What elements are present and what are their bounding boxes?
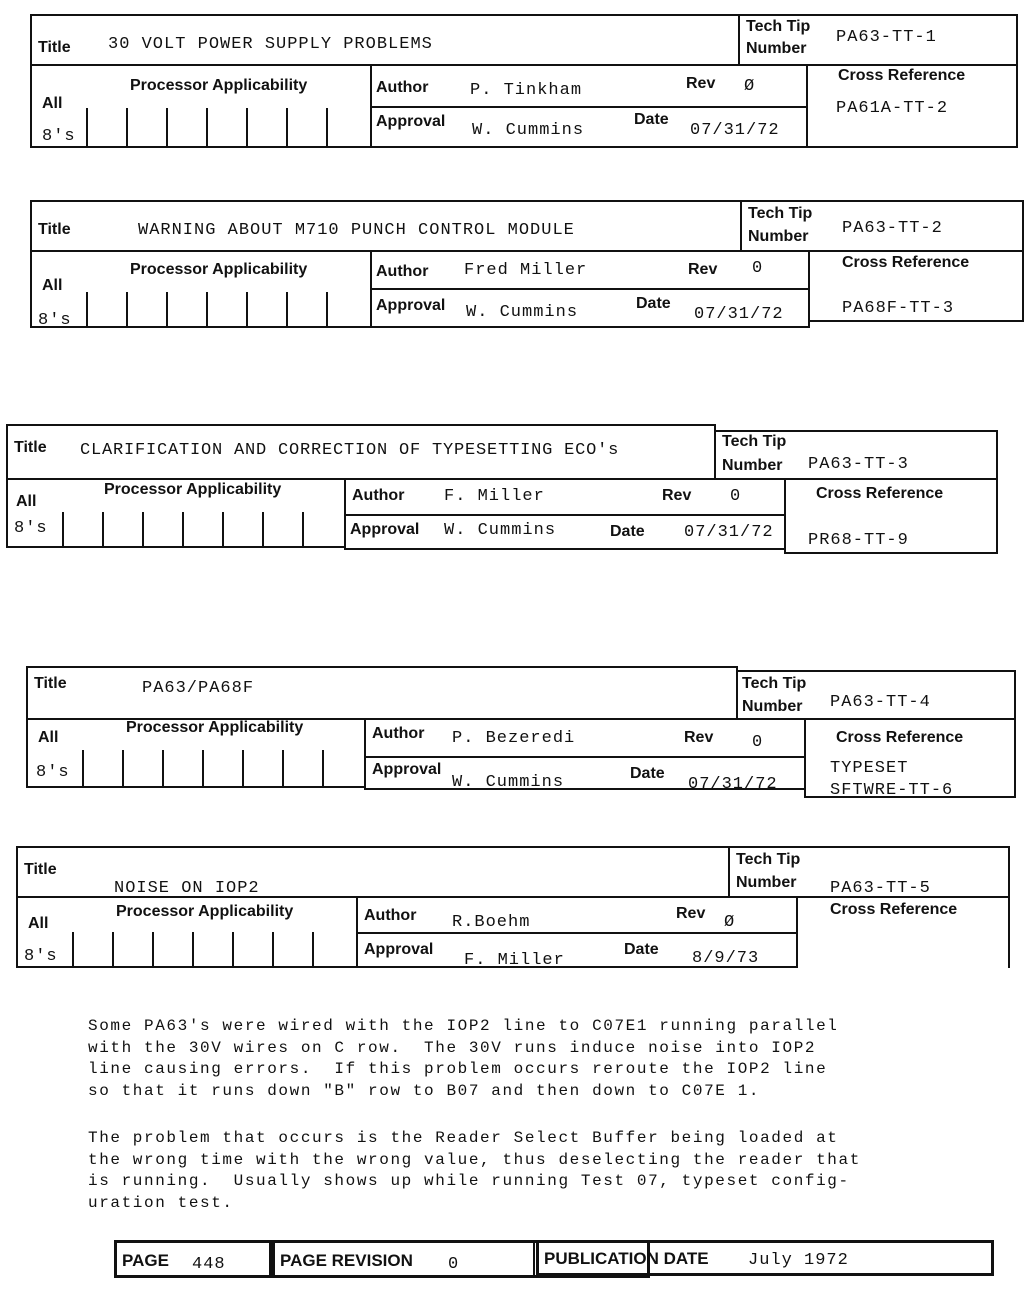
checkbox-divider: [286, 108, 288, 146]
number-label: Number: [742, 698, 803, 715]
date-value: 8/9/73: [692, 949, 760, 968]
page-value: 448: [192, 1255, 226, 1274]
author-box: [344, 478, 786, 516]
cross-reference-value: PA68F-TT-3: [842, 299, 955, 318]
title-value: PA63/PA68F: [142, 679, 255, 698]
rev-label: Rev: [662, 487, 692, 504]
approval-value: W. Cummins: [444, 521, 557, 540]
checkbox-divider: [282, 750, 284, 786]
body-line: the wrong time with the wrong value, thus deselecting the reader that: [88, 1150, 861, 1169]
approval-value: F. Miller: [464, 951, 565, 970]
date-label: Date: [624, 941, 659, 958]
rev-label: Rev: [688, 261, 718, 278]
checkbox-divider: [232, 932, 234, 966]
cross-reference-label: Cross Reference: [830, 901, 958, 918]
cross-reference-value: SFTWRE-TT-6: [830, 781, 954, 800]
checkbox-divider: [286, 292, 288, 326]
body-line: with the 30V wires on C row. The 30V runs induce noise into IOP2: [88, 1038, 817, 1057]
approval-label: Approval: [376, 297, 446, 314]
rev-label: Rev: [684, 729, 714, 746]
processor-applicability-label: Processor Applicability: [104, 481, 282, 498]
footer-divider: [533, 1243, 535, 1275]
author-value: Fred Miller: [464, 261, 588, 280]
checkbox-divider: [326, 292, 328, 326]
checkbox-divider: [206, 108, 208, 146]
title-label: Title: [34, 675, 67, 692]
checkbox-divider: [326, 108, 328, 146]
checkbox-divider: [142, 512, 144, 546]
checkbox-divider: [302, 512, 304, 546]
number-label: Number: [746, 40, 807, 57]
page-revision-value: 0: [448, 1255, 460, 1274]
author-label: Author: [372, 725, 425, 742]
checkbox-divider: [152, 932, 154, 966]
title-value: 30 VOLT POWER SUPPLY PROBLEMS: [108, 35, 433, 54]
date-value: 07/31/72: [684, 523, 774, 542]
title-box: [26, 666, 738, 720]
all-label: All: [42, 277, 63, 294]
checkbox-divider: [72, 932, 74, 966]
author-value: P. Tinkham: [470, 81, 583, 100]
checkbox-divider: [192, 932, 194, 966]
tech-tip-label: Tech Tip: [722, 433, 787, 450]
tech-tip-label: Tech Tip: [742, 675, 807, 692]
checkbox-divider: [112, 932, 114, 966]
publication-date-label: PUBLICATION DATE: [544, 1249, 709, 1268]
body-line: so that it runs down "B" row to B07 and then down to C07E 1.: [88, 1081, 761, 1100]
title-label: Title: [38, 39, 71, 56]
author-value: F. Miller: [444, 487, 545, 506]
approval-label: Approval: [376, 113, 446, 130]
rev-label: Rev: [686, 75, 716, 92]
author-label: Author: [352, 487, 405, 504]
body-line: uration test.: [88, 1193, 234, 1212]
approval-value: W. Cummins: [466, 303, 579, 322]
cross-reference-label: Cross Reference: [838, 67, 966, 84]
body-paragraph-1: [88, 1016, 1008, 1102]
eights-label: 8's: [36, 763, 70, 782]
rev-value: 0: [730, 487, 742, 506]
checkbox-divider: [82, 750, 84, 786]
approval-label: Approval: [350, 521, 420, 538]
checkbox-divider: [246, 108, 248, 146]
checkbox-divider: [126, 108, 128, 146]
tech-tip-label: Tech Tip: [736, 851, 801, 868]
checkbox-divider: [86, 108, 88, 146]
date-label: Date: [636, 295, 671, 312]
eights-label: 8's: [14, 519, 48, 538]
checkbox-divider: [222, 512, 224, 546]
title-label: Title: [14, 439, 47, 456]
checkbox-divider: [242, 750, 244, 786]
rev-value: Ø: [744, 77, 756, 96]
page-footer: [114, 1240, 994, 1280]
date-value: 07/31/72: [694, 305, 784, 324]
checkbox-divider: [246, 292, 248, 326]
checkbox-divider: [202, 750, 204, 786]
cross-reference-value: PR68-TT-9: [808, 531, 909, 550]
all-label: All: [42, 95, 63, 112]
checkbox-divider: [272, 932, 274, 966]
title-value: CLARIFICATION AND CORRECTION OF TYPESETTING ECO's: [80, 441, 620, 460]
processor-applicability-label: Processor Applicability: [116, 903, 294, 920]
checkbox-divider: [206, 292, 208, 326]
all-label: All: [38, 729, 59, 746]
all-label: All: [16, 493, 37, 510]
title-label: Title: [38, 221, 71, 238]
approval-label: Approval: [372, 761, 442, 778]
publication-date-value: July 1972: [748, 1251, 849, 1270]
tech-tip-number: PA63-TT-4: [830, 693, 931, 712]
rev-value: 0: [752, 259, 764, 278]
checkbox-divider: [86, 292, 88, 326]
tech-tip-number: PA63-TT-1: [836, 28, 937, 47]
checkbox-divider: [126, 292, 128, 326]
body-line: The problem that occurs is the Reader Select Buffer being loaded at: [88, 1129, 839, 1147]
tech-tip-label: Tech Tip: [746, 18, 811, 35]
rev-value: 0: [752, 733, 764, 752]
title-value: NOISE ON IOP2: [114, 879, 260, 898]
body-line: line causing errors. If this problem occurs reroute the IOP2 line: [88, 1060, 828, 1078]
checkbox-divider: [262, 512, 264, 546]
approval-label: Approval: [364, 941, 434, 958]
page-revision-label: PAGE REVISION: [280, 1251, 413, 1270]
approval-value: W. Cummins: [472, 121, 585, 140]
checkbox-divider: [182, 512, 184, 546]
cross-reference-label: Cross Reference: [836, 729, 964, 746]
date-label: Date: [634, 111, 669, 128]
number-label: Number: [722, 457, 783, 474]
eights-label: 8's: [24, 947, 58, 966]
cross-reference-label: Cross Reference: [816, 485, 944, 502]
checkbox-divider: [322, 750, 324, 786]
cross-reference-value: PA61A-TT-2: [836, 99, 949, 118]
cross-reference-label: Cross Reference: [842, 254, 970, 271]
checkbox-divider: [62, 512, 64, 546]
date-value: 07/31/72: [688, 775, 778, 794]
processor-applicability-label: Processor Applicability: [126, 719, 304, 736]
body-paragraph-2: [88, 1128, 1008, 1214]
title-label: Title: [24, 861, 57, 878]
title-value: WARNING ABOUT M710 PUNCH CONTROL MODULE: [138, 221, 575, 240]
processor-applicability-label: Processor Applicability: [130, 261, 308, 278]
body-line: is running. Usually shows up while running Test 07, typeset config-: [88, 1172, 850, 1190]
checkbox-divider: [102, 512, 104, 546]
eights-label: 8's: [38, 311, 72, 330]
tech-tip-label: Tech Tip: [748, 205, 813, 222]
rev-label: Rev: [676, 905, 706, 922]
author-value: P. Bezeredi: [452, 729, 576, 748]
date-label: Date: [630, 765, 665, 782]
tech-tip-number: PA63-TT-2: [842, 219, 943, 238]
tech-tip-number: PA63-TT-3: [808, 455, 909, 474]
eights-label: 8's: [42, 127, 76, 146]
page-label: PAGE: [122, 1251, 169, 1270]
all-label: All: [28, 915, 49, 932]
author-label: Author: [364, 907, 417, 924]
approval-value: W. Cummins: [452, 773, 565, 792]
checkbox-divider: [312, 932, 314, 966]
checkbox-divider: [166, 292, 168, 326]
date-label: Date: [610, 523, 645, 540]
author-box: [370, 64, 808, 108]
author-label: Author: [376, 79, 429, 96]
checkbox-divider: [162, 750, 164, 786]
number-label: Number: [736, 874, 797, 891]
author-box: [370, 250, 810, 290]
processor-applicability-label: Processor Applicability: [130, 77, 308, 94]
rev-value: Ø: [724, 913, 736, 932]
author-box: [364, 718, 806, 758]
date-value: 07/31/72: [690, 121, 780, 140]
tech-tip-number: PA63-TT-5: [830, 879, 931, 898]
number-label: Number: [748, 228, 809, 245]
checkbox-divider: [166, 108, 168, 146]
author-value: R.Boehm: [452, 913, 531, 932]
author-label: Author: [376, 263, 429, 280]
cross-reference-value: TYPESET: [830, 759, 909, 778]
footer-divider: [269, 1243, 271, 1275]
body-line: Some PA63's were wired with the IOP2 line to C07E1 running parallel: [88, 1017, 839, 1035]
checkbox-divider: [122, 750, 124, 786]
